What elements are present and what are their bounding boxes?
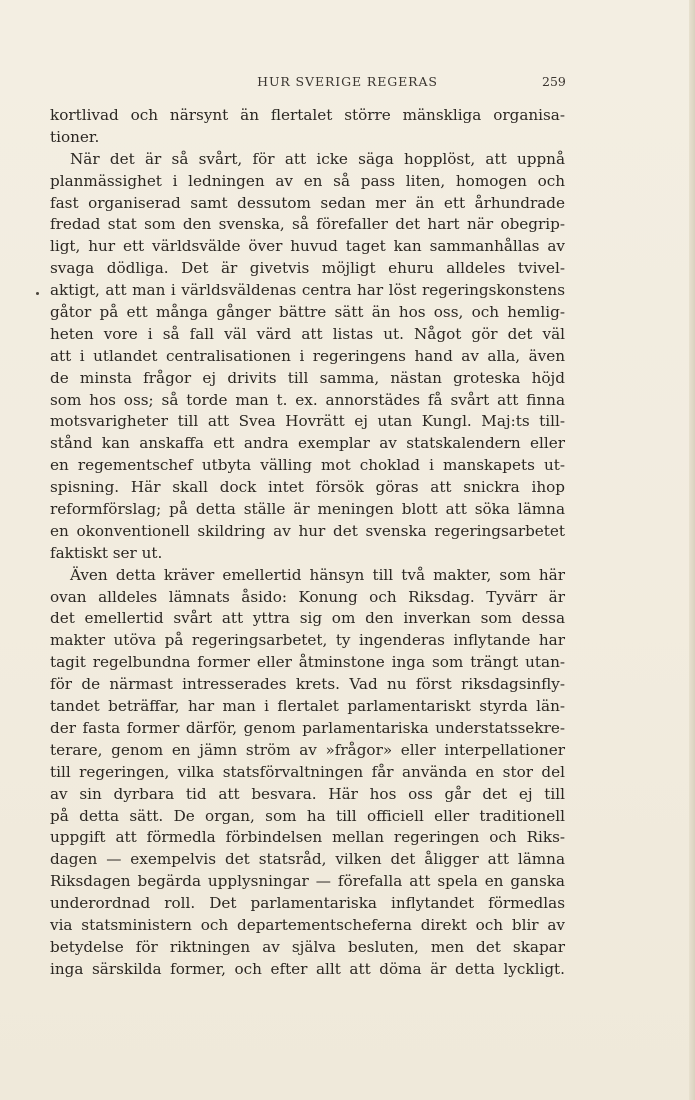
text-line: terare, genom en jämn ström av »frågor» eller interpellationer (50, 740, 565, 759)
text-line: via statsministern och departementscheferna direkt och blir av (50, 915, 565, 934)
text-line: det emellertid svårt att yttra sig om den inverkan som dessa (50, 609, 565, 628)
text-line: När det är så svårt, för att icke säga hopplöst, att uppnå (70, 149, 565, 168)
text-line: på detta sätt. De organ, som ha till officiell eller traditionell (50, 806, 565, 825)
text-line: aktigt, att man i världsväldenas centra har löst regeringskonstens (50, 281, 565, 300)
text-line: spisning. Här skall dock intet försök göras att snickra ihop (50, 478, 565, 497)
text-line: en okonventionell skildring av hur det svenska regeringsarbetet (50, 521, 565, 540)
text-line: till regeringen, vilka statsförvaltningen får använda en stor del (50, 762, 565, 781)
text-line: tioner. (50, 127, 100, 146)
text-line: ligt, hur ett världsvälde över huvud taget kan sammanhållas av (50, 237, 565, 256)
text-line: reformförslag; på detta ställe är meningen blott att söka lämna (50, 500, 565, 519)
body-text (50, 105, 565, 981)
text-line: Även detta kräver emellertid hänsyn till två makter, som här (70, 565, 565, 584)
text-line: av sin dyrbara tid att besvara. Här hos oss går det ej till (50, 784, 565, 803)
page-number: 259 (542, 74, 566, 89)
text-line: fredad stat som den svenska, så förefaller det hart när obegrip- (50, 215, 565, 234)
text-line: underordnad roll. Det parlamentariska inflytandet förmedlas (50, 894, 565, 913)
text-line: dagen — exempelvis det statsråd, vilken det åligger att lämna (50, 850, 565, 869)
text-line: motsvarigheter till att Svea Hovrätt ej utan Kungl. Maj:ts till- (50, 412, 565, 431)
text-line: uppgift att förmedla förbindelsen mellan regeringen och Riks- (50, 828, 565, 847)
text-line: för de närmast intresserades krets. Vad nu först riksdagsinfly- (50, 675, 565, 694)
text-line: inga särskilda former, och efter allt att döma är detta lyckligt. (50, 959, 565, 978)
text-line: att i utlandet centralisationen i regeringens hand av alla, även (50, 346, 565, 365)
text-line: makter utöva på regeringsarbetet, ty ingenderas inflytande har (50, 631, 565, 650)
text-line: der fasta former därför, genom parlamentariska understatssekre- (50, 718, 565, 737)
text-line: fast organiserad samt dessutom sedan mer än ett århundrade (50, 193, 565, 212)
page-header (0, 74, 695, 94)
text-line: som hos oss; så torde man t. ex. annorstädes få svårt att finna (50, 390, 565, 409)
text-line: Riksdagen begärda upplysningar — förefalla att spela en ganska (50, 872, 565, 891)
text-line: kortlivad och närsynt än flertalet större mänskliga organisa- (50, 106, 565, 124)
text-line: stånd kan anskaffa ett andra exemplar av statskalendern eller (50, 434, 565, 453)
text-line: ovan alldeles lämnats åsido: Konung och Riksdag. Tyvärr är (50, 587, 565, 606)
text-line: de minsta frågor ej drivits till samma, nästan groteska höjd (50, 368, 565, 387)
text-line: gåtor på ett många gånger bättre sätt än hos oss, och hemlig- (50, 303, 565, 322)
text-line: tandet beträffar, har man i flertalet parlamentariskt styrda län- (50, 697, 565, 716)
text-line: tagit regelbundna former eller åtminstone inga som trängt utan- (50, 653, 565, 672)
text-line: planmässighet i ledningen av en så pass liten, homogen och (50, 171, 565, 190)
text-line: betydelse för riktningen av själva besluten, men det skapar (50, 937, 565, 956)
margin-dot (36, 292, 39, 295)
text-line: en regementschef utbyta välling mot choklad i manskapets ut- (50, 456, 565, 475)
text-line: faktiskt ser ut. (50, 543, 163, 562)
text-line: heten vore i så fall väl värd att listas ut. Något gör det väl (50, 324, 565, 343)
running-head: HUR SVERIGE REGERAS (257, 74, 438, 89)
page-edge (689, 0, 695, 1100)
text-line: svaga dödliga. Det är givetvis möjligt ehuru alldeles tvivel- (50, 259, 565, 278)
